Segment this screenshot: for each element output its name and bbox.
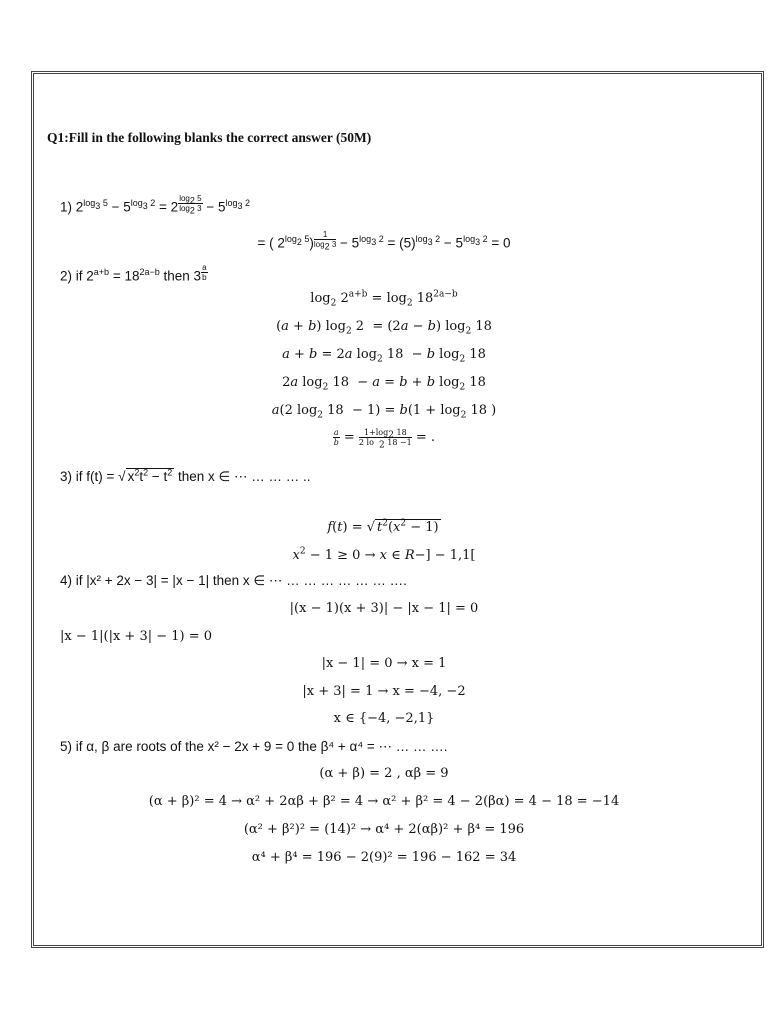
problem-3-step-1: f(t) = √ $t^2(x^2 - 1)$ bbox=[327, 518, 439, 535]
problem-4-step-5: x ∈ {−4, −2,1} bbox=[333, 711, 435, 726]
step-lead: = ( 2 bbox=[257, 235, 285, 251]
question-heading: Q1:Fill in the following blanks the correct answer (50M) bbox=[47, 130, 372, 145]
problem-2-step-3: a + b = 2a $\log_2 18 - b$ $\log_2 18$ bbox=[282, 347, 486, 365]
problem-2-step-6: $\frac{a}{b}$ = $\frac{1+\log_2 18}{2 lo _2 18 -1}$ = . bbox=[333, 428, 436, 451]
problem-3-step-2: $x^2 - 1 \ge 0 \to x$ ∈ R−] − 1,1[ bbox=[292, 546, 476, 563]
problem-2: 2) if $2^{a+b} = 18^{2a-b}$ then 3 $^{\frac{a}{b}}$ bbox=[60, 263, 207, 284]
then-word: then bbox=[163, 268, 194, 284]
problem-2-step-2: (a + b) $\log_2 2 = (2a - b)$ $\log_2 18$ bbox=[276, 319, 492, 337]
problem-5-step-4: α⁴ + β⁴ = 196 − 2(9)² = 196 − 162 = 34 bbox=[251, 850, 517, 865]
problem-3: 3) if f(t) = √ $x^2t^2 - t^2$ then x ∈ ⋯ … … … .. bbox=[60, 467, 311, 484]
problem-5: 5) if α, β are roots of the x² − 2x + 9 = 0 the β⁴ + α⁴ = ⋯ … … …. bbox=[60, 739, 448, 754]
problem-4: 4) if |x² + 2x − 3| = |x − 1| then x ∈ ⋯ … … … … … … …. bbox=[60, 573, 407, 588]
problem-1-label: 1) bbox=[60, 199, 76, 215]
problem-4-step-1: |(x − 1)(x + 3)| − |x − 1| = 0 bbox=[289, 601, 479, 616]
problem-1-step-2: = ( $2^{log_2 5}$) $^{\frac{1}{\log_2 3}}$ − $5^{log_3 2} = (5)^{log_3 2} - 5^{log_3 2} = 0$ bbox=[257, 230, 511, 252]
problem-4-step-3: |x − 1| = 0 → x = 1 bbox=[321, 656, 447, 671]
then-phrase: then x ∈ ⋯ … … … .. bbox=[174, 469, 311, 484]
problem-2-step-1: $\log_2 2^{a+b} = \log_2 18^{2a-b}$ bbox=[310, 289, 458, 309]
problem-5-step-3: (α² + β²)² = (14)² → α⁴ + 2(αβ)² + β⁴ = 196 bbox=[243, 822, 525, 837]
problem-3-label: 3) if f(t) = bbox=[60, 469, 119, 484]
problem-5-step-1: (α + β) = 2 , αβ = 9 bbox=[319, 766, 449, 781]
problem-4-step-2: |x − 1|(|x + 3| − 1) = 0 bbox=[60, 629, 213, 644]
problem-5-step-2: (α + β)² = 4 → α² + 2αβ + β² = 4 → α² + β² = 4 − 2(βα) = 4 − 18 = −14 bbox=[148, 794, 620, 809]
problem-1: 1) $2^{log_3 5} - 5^{log_3 2} = 2$ $^{\frac{\log_2 5}{\log_2 3}}$ − $5^{log_3 2}$ bbox=[60, 194, 251, 216]
problem-2-step-5: a(2 $\log_2 18 - 1) = b(1 + \log_2 18$ ) bbox=[271, 403, 497, 421]
problem-2-label: 2) if bbox=[60, 268, 87, 284]
problem-2-step-4: 2a $\log_2 18 - a = b + b$ $\log_2 18$ bbox=[282, 375, 486, 393]
problem-4-step-4: |x + 3| = 1 → x = −4, −2 bbox=[302, 684, 466, 699]
step-tail: = (5) bbox=[387, 235, 416, 251]
